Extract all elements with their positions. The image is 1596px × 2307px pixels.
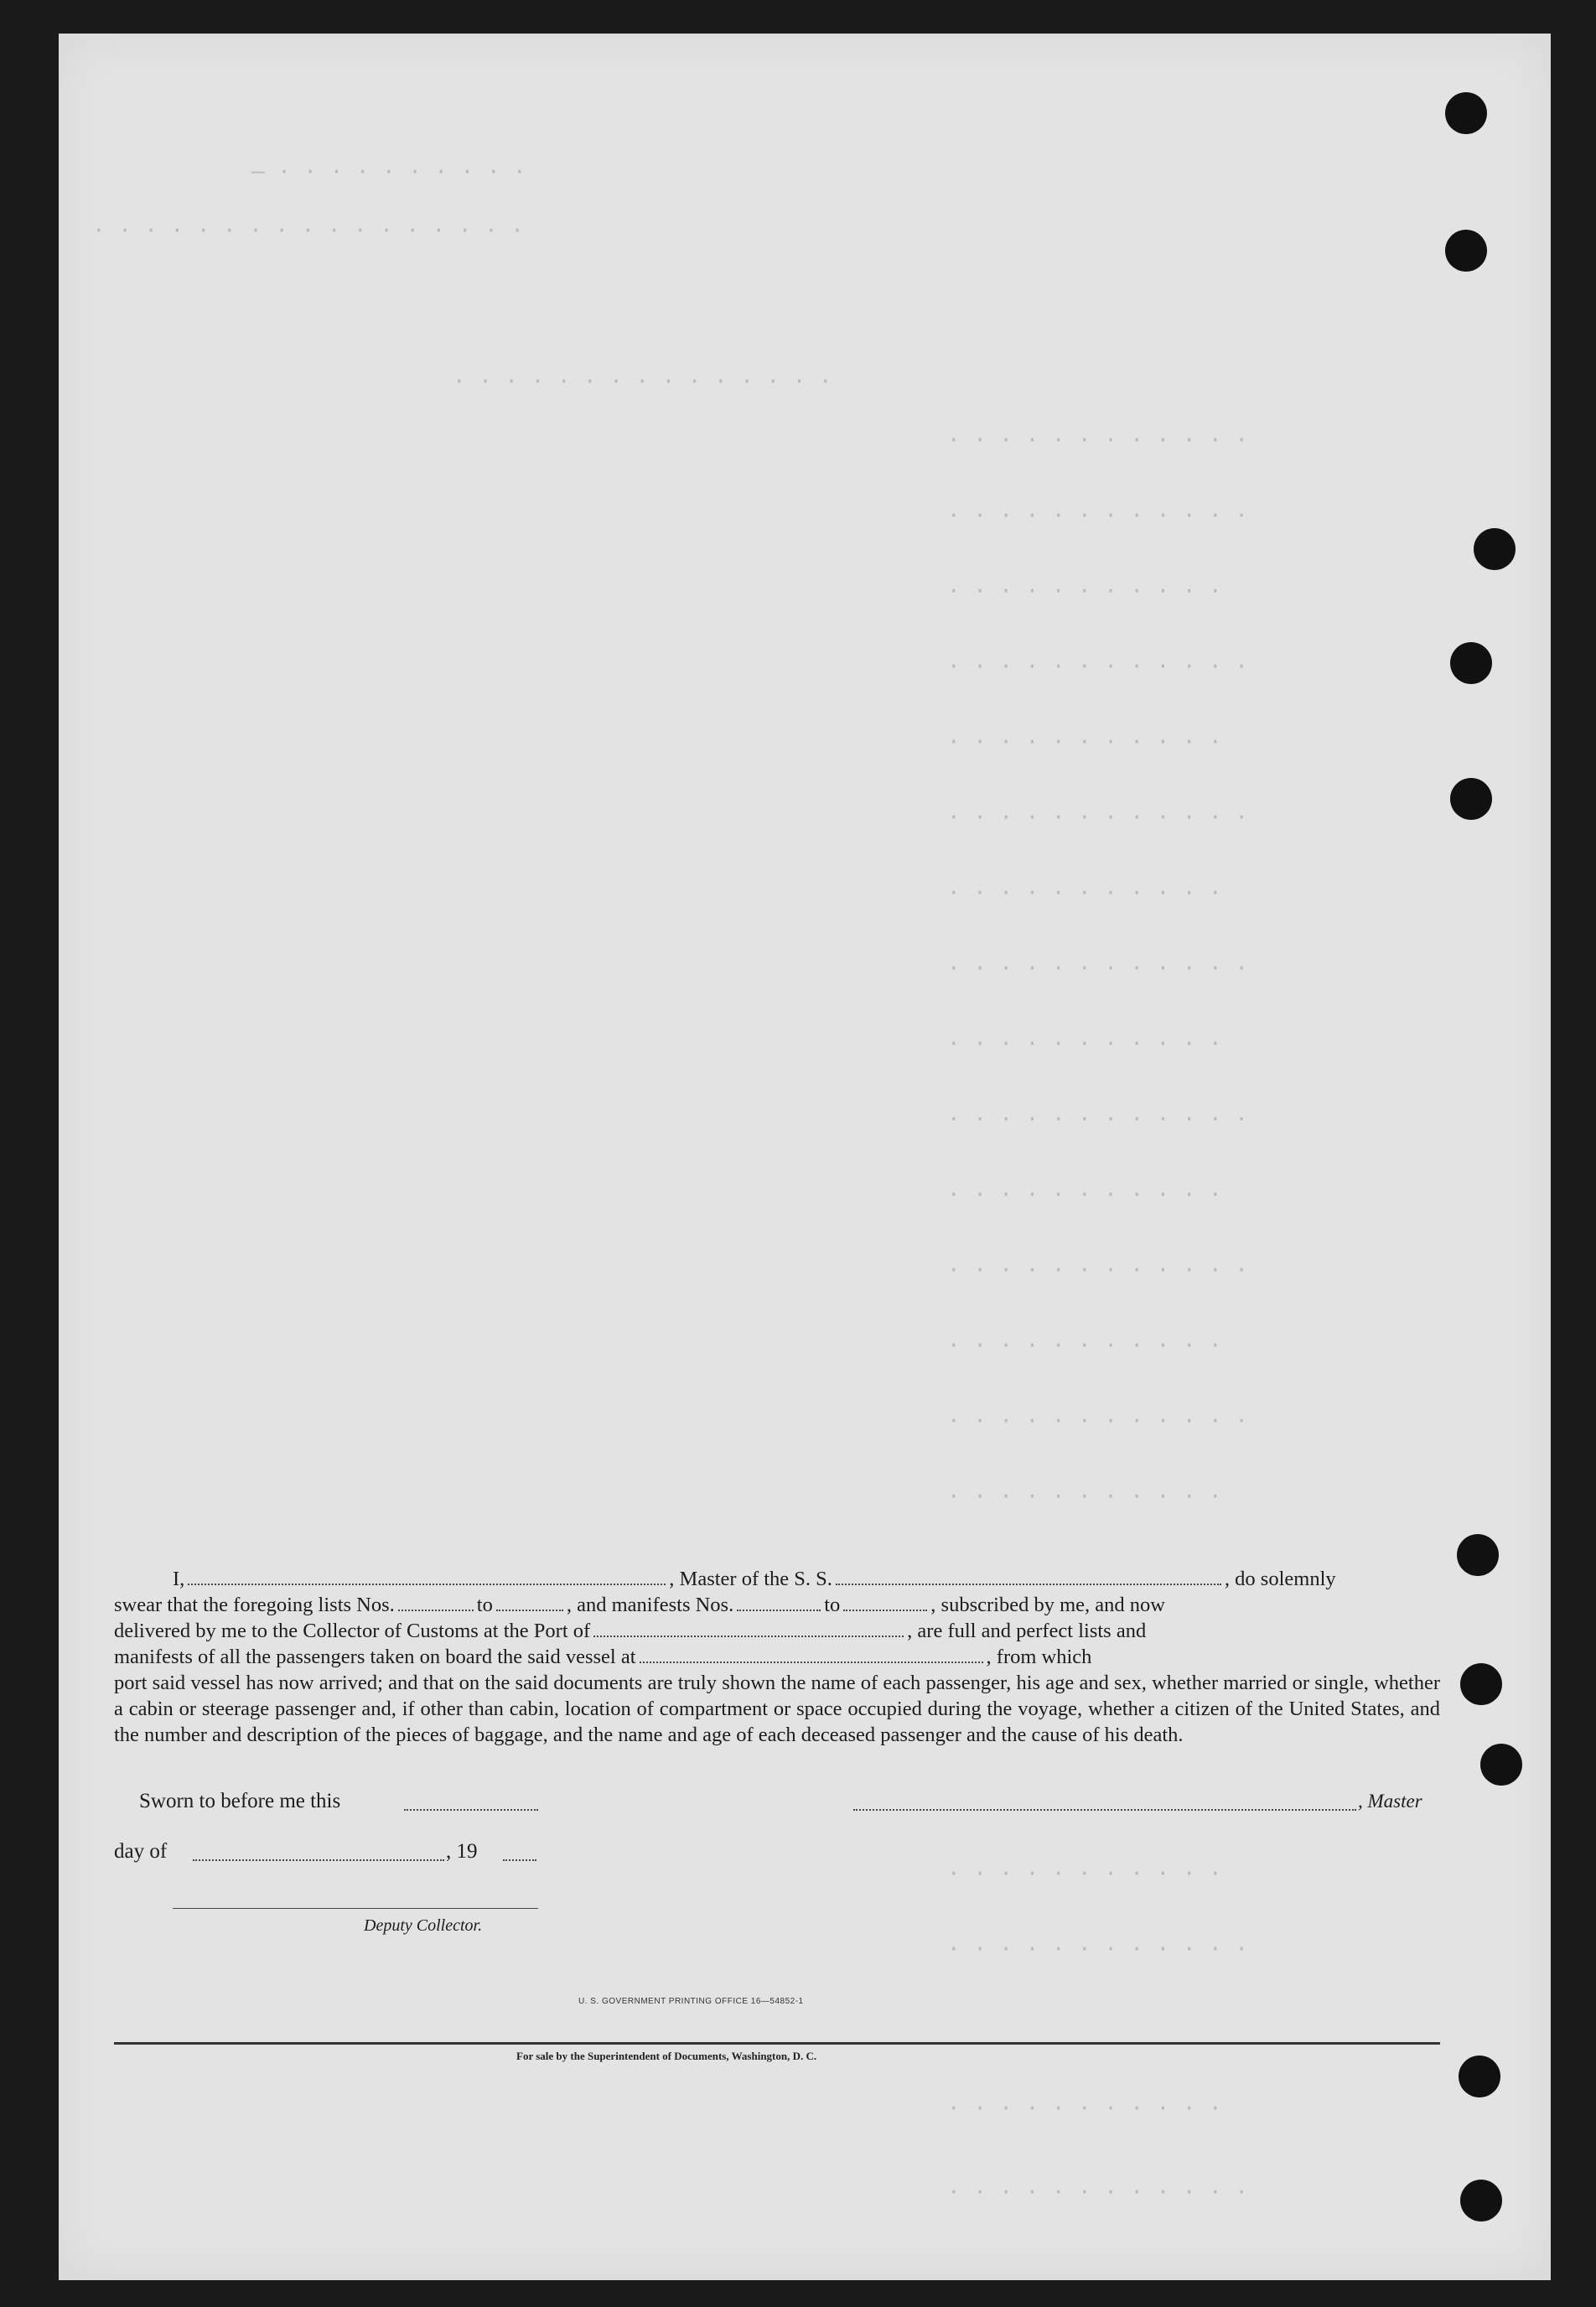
departure-port-field[interactable] bbox=[640, 1661, 983, 1663]
year-field[interactable] bbox=[503, 1859, 536, 1861]
subscribed-label: , subscribed by me, and now bbox=[930, 1594, 1165, 1616]
lists-to-field[interactable] bbox=[496, 1609, 563, 1611]
year-prefix-label: , 19 bbox=[446, 1840, 478, 1863]
bleed-through-texture: — · · · · · · · · · · · · · · · · · · · · · · · · · · · · · · · · · · · · · · · · · · · · · · · · · · · · · · · · · · · · · · · · · · · · · · · · · · · · · · · · · · · · · · · · · · · · · · · · · · · · · · · · · · · · · · · · · · · · · · · · · · · · · · · · · · · · · · · · · · · · · · · · · · · · · · · · · · · · · · · · · · · · · · · · · · · · · · · · · · · · · · · · · · · · · · · · · · · · · · · · · · · · · · · · · · · · · · · · · · · · · · · · · · · · · · · · · · · · · · · · · · · · · · · · · · · · · · · · · · · · · bbox=[92, 159, 1248, 2205]
master-signature-field[interactable] bbox=[853, 1809, 1356, 1811]
punch-hole bbox=[1457, 1534, 1499, 1576]
manifests-all-label: manifests of all the passengers taken on board the said vessel at bbox=[114, 1646, 636, 1668]
sworn-row bbox=[139, 1790, 340, 1813]
punch-hole bbox=[1460, 2180, 1502, 2221]
oath-line-1 bbox=[114, 1566, 1440, 1592]
master-of-label: , Master of the S. S. bbox=[669, 1568, 832, 1590]
for-sale-notice: For sale by the Superintendent of Documents, Washington, D. C. bbox=[516, 2050, 817, 2062]
lists-from-field[interactable] bbox=[398, 1609, 474, 1611]
punch-hole bbox=[1445, 92, 1487, 134]
day-of-label: day of bbox=[114, 1840, 168, 1863]
do-solemnly-label: , do solemnly bbox=[1224, 1568, 1336, 1590]
manifests-to-field[interactable] bbox=[843, 1609, 927, 1611]
master-name-field[interactable] bbox=[188, 1583, 666, 1585]
oath-line-2 bbox=[114, 1592, 1440, 1618]
port-field[interactable] bbox=[593, 1635, 904, 1637]
oath-paragraph bbox=[114, 1566, 1440, 1748]
punch-hole bbox=[1450, 778, 1492, 820]
punch-hole bbox=[1445, 230, 1487, 272]
sworn-date-field[interactable] bbox=[404, 1809, 538, 1811]
sworn-before-label: Sworn to before me this bbox=[139, 1790, 341, 1812]
punch-hole bbox=[1480, 1744, 1522, 1786]
punch-hole bbox=[1460, 1663, 1502, 1705]
manifest-page bbox=[59, 34, 1551, 2280]
punch-hole bbox=[1450, 642, 1492, 684]
oath-body: port said vessel has now arrived; and that on the said documents are truly shown the name of each passenger, his age and sex, whether married or single, whether a cabin or steerage passenger and, if other than cabin, location of compartment or space occupied during the voyage, whether a citizen of the United States, and the number and description of the pieces of baggage, and the name and age of each deceased passenger and the cause of his death. bbox=[114, 1672, 1440, 1746]
oath-line-3 bbox=[114, 1618, 1440, 1644]
punch-hole bbox=[1459, 2056, 1500, 2097]
manifests-label: , and manifests Nos. bbox=[566, 1594, 734, 1616]
deputy-collector-signature-field[interactable] bbox=[173, 1908, 538, 1909]
to-label-2: to bbox=[824, 1594, 841, 1616]
manifests-from-field[interactable] bbox=[737, 1609, 821, 1611]
gpo-imprint: U. S. GOVERNMENT PRINTING OFFICE 16—54852-1 bbox=[578, 1997, 804, 2006]
delivered-label: delivered by me to the Collector of Customs at the Port of bbox=[114, 1620, 591, 1642]
are-full-label: , are full and perfect lists and bbox=[907, 1620, 1147, 1642]
oath-line-4 bbox=[114, 1644, 1440, 1670]
vessel-name-field[interactable] bbox=[836, 1583, 1221, 1585]
from-which-label: , from which bbox=[986, 1646, 1092, 1668]
swear-lists-label: swear that the foregoing lists Nos. bbox=[114, 1594, 395, 1616]
to-label-1: to bbox=[476, 1594, 493, 1616]
punch-hole bbox=[1474, 528, 1516, 570]
footer-rule bbox=[114, 2042, 1440, 2045]
deputy-collector-label: Deputy Collector. bbox=[364, 1916, 483, 1935]
oath-i: I, bbox=[173, 1568, 185, 1590]
master-label: , Master bbox=[1358, 1791, 1422, 1812]
day-month-field[interactable] bbox=[193, 1859, 444, 1861]
